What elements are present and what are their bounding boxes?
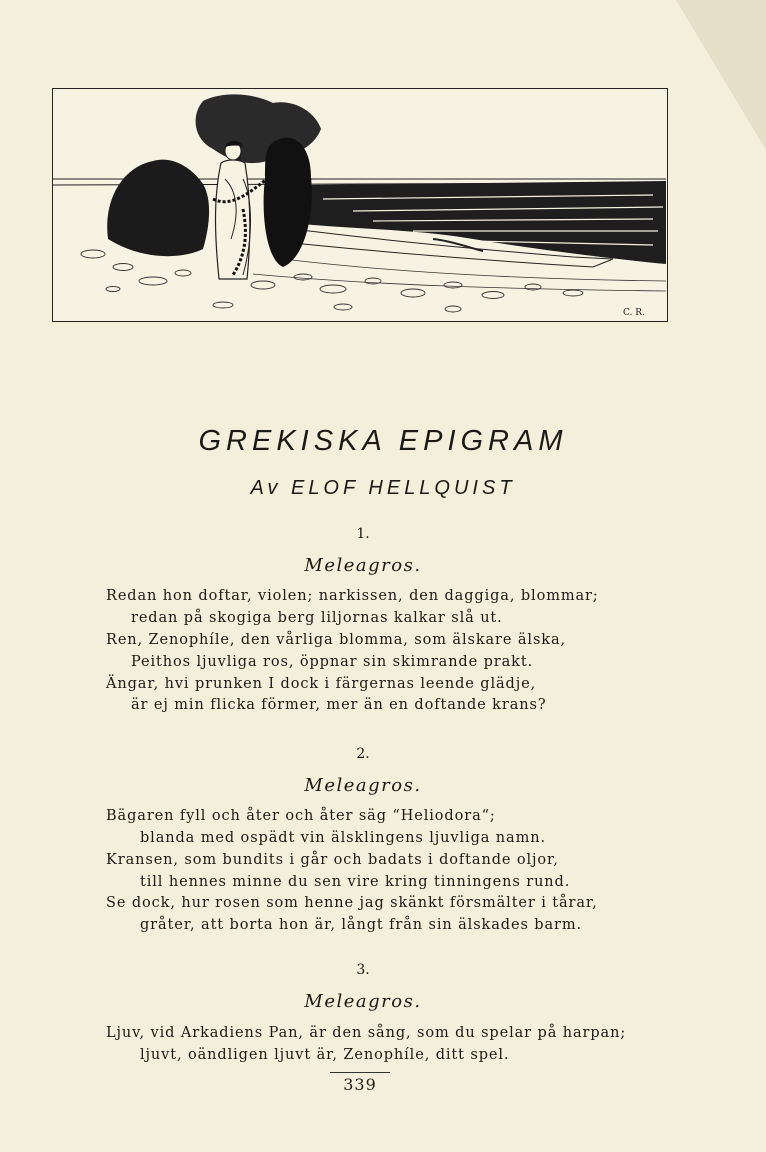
epigram-author: Meleagros.	[304, 775, 422, 796]
header-illustration	[52, 88, 668, 322]
page-corner-shadow	[676, 0, 766, 150]
epigram-number: 2.	[356, 746, 370, 762]
illustration-initials: C. R.	[623, 308, 645, 318]
epigram-author: Meleagros.	[304, 555, 422, 576]
verse-line: gråter, att borta hon är, långt från sin älskades barm.	[140, 917, 583, 933]
verse-line: Ren, Zenophíle, den vårliga blomma, som älskare älska,	[106, 632, 567, 648]
epigram-number: 1.	[356, 526, 370, 542]
verse-line: Kransen, som bundits i går och badats i doftande oljor,	[106, 852, 559, 868]
page-number: 339	[330, 1072, 390, 1094]
verse-line: Ljuv, vid Arkadiens Pan, är den sång, som du spelar på harpan;	[106, 1025, 627, 1041]
verse-line: Bägaren fyll och åter och åter säg “Heliodora“;	[106, 808, 496, 824]
epigram-author: Meleagros.	[304, 991, 422, 1012]
verse-line: blanda med ospädt vin älsklingens ljuvliga namn.	[140, 830, 546, 846]
verse-line: Ängar, hvi prunken I dock i färgernas leende glädje,	[106, 676, 537, 692]
verse-line: Redan hon doftar, violen; narkissen, den daggiga, blommar;	[106, 588, 599, 604]
verse-line: till hennes minne du sen vire kring tinningens rund.	[140, 874, 571, 890]
verse-line: redan på skogiga berg liljornas kalkar slå ut.	[131, 610, 503, 626]
verse-line: ljuvt, oändligen ljuvt är, Zenophíle, ditt spel.	[140, 1047, 510, 1063]
page-title: GREKISKA EPIGRAM	[198, 425, 568, 457]
seaside-illustration-icon	[53, 89, 666, 320]
epigram-number: 3.	[356, 962, 370, 978]
byline: Av ELOF HELLQUIST	[250, 477, 516, 499]
verse-line: är ej min flicka förmer, mer än en doftande krans?	[131, 697, 547, 713]
verse-line: Peithos ljuvliga ros, öppnar sin skimrande prakt.	[131, 654, 534, 670]
verse-line: Se dock, hur rosen som henne jag skänkt försmälter i tårar,	[106, 895, 598, 911]
